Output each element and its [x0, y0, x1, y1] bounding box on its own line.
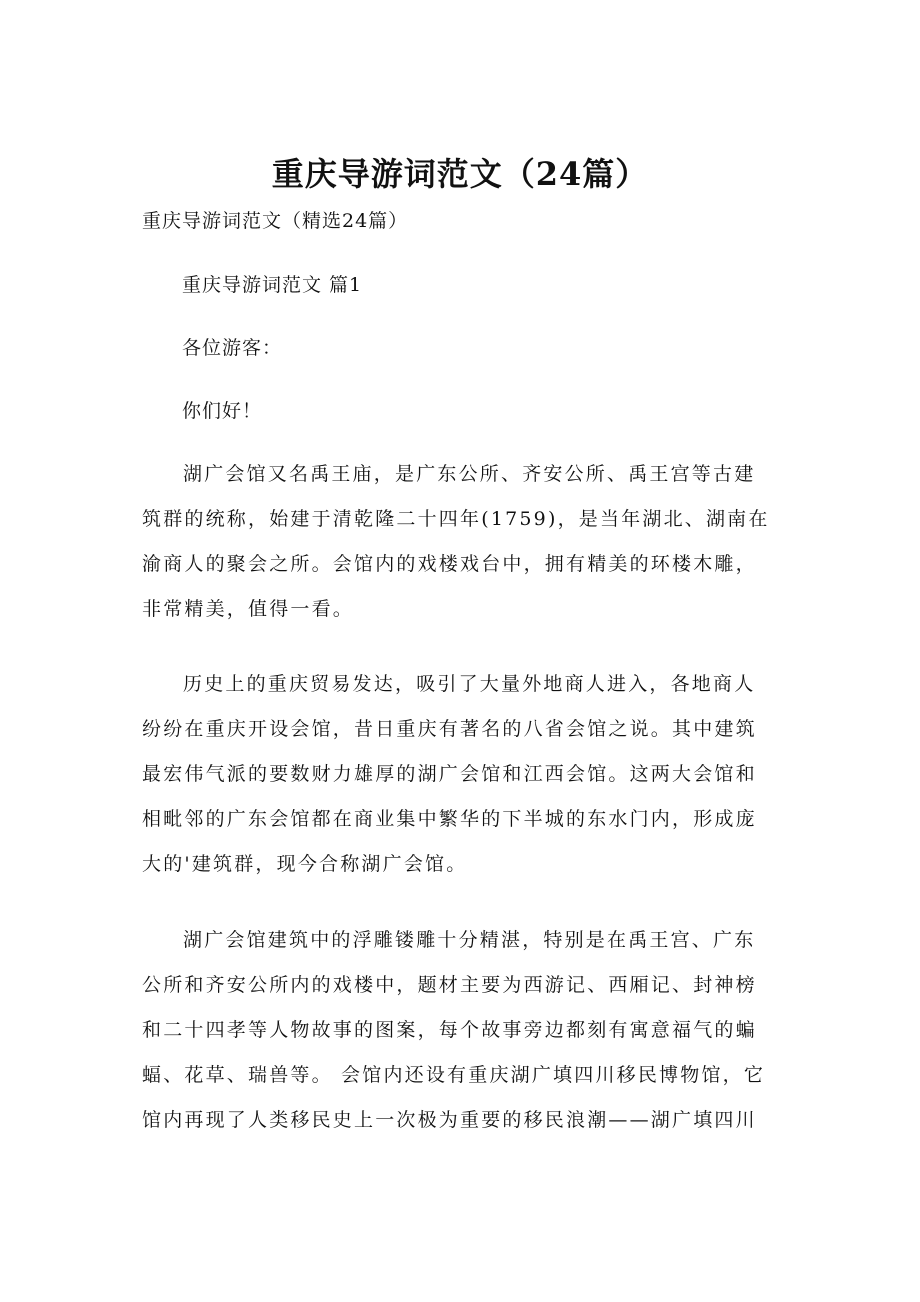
paragraph-line: 最宏伟气派的要数财力雄厚的湖广会馆和江西会馆。这两大会馆和 — [142, 763, 757, 785]
document-title: 重庆导游词范文（24篇） — [271, 155, 649, 193]
section-heading: 重庆导游词范文 篇1 — [182, 274, 363, 296]
paragraph-3 — [142, 918, 778, 1143]
paragraph-line: 馆内再现了人类移民史上一次极为重要的移民浪潮——湖广填四川 — [142, 1109, 757, 1131]
greeting-line: 各位游客： — [182, 337, 283, 359]
paragraph-line: 湖广会馆又名禹王庙，是广东公所、齐安公所、禹王宫等古建 — [183, 463, 756, 485]
paragraph-1 — [142, 452, 778, 632]
document-subtitle: 重庆导游词范文（精选24篇） — [142, 210, 409, 232]
paragraph-line: 渝商人的聚会之所。会馆内的戏楼戏台中，拥有精美的环楼木雕， — [142, 553, 757, 575]
hello-line: 你们好！ — [182, 400, 263, 422]
paragraph-line: 湖广会馆建筑中的浮雕镂雕十分精湛，特别是在禹王宫、广东 — [183, 929, 756, 951]
paragraph-line: 和二十四孝等人物故事的图案，每个故事旁边都刻有寓意福气的蝙 — [142, 1019, 757, 1041]
paragraph-line: 筑群的统称，始建于清乾隆二十四年(1759)，是当年湖北、湖南在 — [142, 508, 770, 530]
paragraph-line: 非常精美，值得一看。 — [142, 598, 355, 620]
paragraph-line: 纷纷在重庆开设会馆，昔日重庆有著名的八省会馆之说。其中建筑 — [142, 718, 757, 740]
paragraph-line: 公所和齐安公所内的戏楼中，题材主要为西游记、西厢记、封神榜 — [142, 974, 757, 996]
paragraph-2 — [142, 662, 778, 887]
paragraph-line: 蝠、花草、瑞兽等。 会馆内还设有重庆湖广填四川移民博物馆，它 — [142, 1064, 766, 1086]
paragraph-line: 大的'建筑群，现今合称湖广会馆。 — [142, 853, 468, 875]
paragraph-line: 历史上的重庆贸易发达，吸引了大量外地商人进入，各地商人 — [183, 673, 756, 695]
paragraph-line: 相毗邻的广东会馆都在商业集中繁华的下半城的东水门内，形成庞 — [142, 808, 757, 830]
